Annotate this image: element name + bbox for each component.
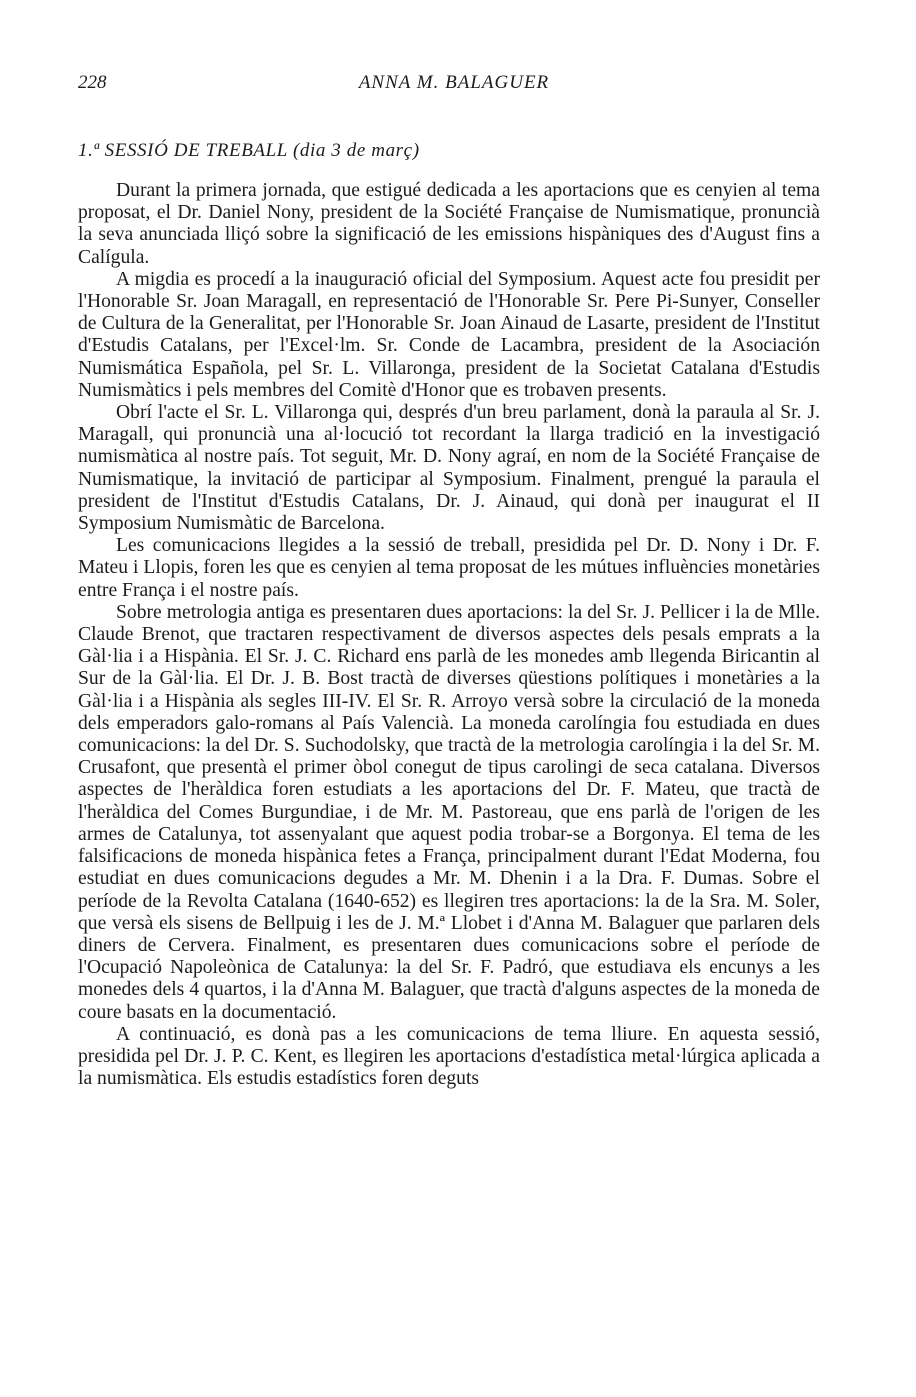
section-title: 1.ª SESSIÓ DE TREBALL (dia 3 de març) [78,140,420,161]
paragraph: A migdia es procedí a la inauguració oficial del Symposium. Aquest acte fou presidit per l'Honorable Sr. Joan Maragall, en representació de l'Honorable Sr. Pere Pi-Sunyer, Conseller de Cultura de la Generalitat, per l'Honorable Sr. Joan Ainaud de Lasarte, president de l'Institut d'Estudis Catalans, per l'Excel·lm. Sr. Conde de Lacambra, president de la Asociación Numismática Española, pel Sr. L. Villaronga, president de la Societat Catalana d'Estudis Numismàtics i pels membres del Comitè d'Honor que es trobaven presents. [78,268,820,401]
paragraph: Sobre metrologia antiga es presentaren dues aportacions: la del Sr. J. Pellicer i la de Mlle. Claude Brenot, que tractaren respectivament de diversos aspectes dels pesals emprats a la Gàl·lia i a Hispània. El Sr. J. C. Richard ens parlà de les monedes amb llegenda Biricantin al Sur de la Gàl·lia. El Dr. J. B. Bost tractà de diverses qüestions polítiques i monetàries a la Gàl·lia i a Hispània als segles III-IV. El Sr. R. Arroyo versà sobre la circulació de la moneda dels emperadors galo-romans al País Valencià. La moneda carolíngia fou estudiada en dues comunicacions: la del Dr. S. Suchodolsky, que tractà de la metrologia carolíngia i la del Sr. M. Crusafont, que presentà el primer òbol conegut de tipus carolingi de seca catalana. Diversos aspectes de l'heràldica foren estudiats a les aportacions del Dr. F. Mateu, que tractà de l'heràldica del Comes Burgundiae, i de Mr. M. Pastoreau, que ens parlà de l'origen de les armes de Catalunya, tot assenyalant que aquest podia trobar-se a Borgonya. El tema de les falsificacions de moneda hispànica fetes a França, principalment durant l'Edat Moderna, fou estudiat en dues comunicacions degudes a Mr. M. Dhenin i a la Dra. F. Dumas. Sobre el període de la Revolta Catalana (1640-652) es llegiren tres aportacions: la de la Sra. M. Soler, que versà els sisens de Bellpuig i les de J. M.ª Llobet i d'Anna M. Balaguer que parlaren dels diners de Cervera. Finalment, es presentaren dues comunicacions sobre el període de l'Ocupació Napoleònica de Catalunya: la del Sr. F. Padró, que estudiava els encunys a les monedes dels 4 quartos, i la d'Anna M. Balaguer, que tractà d'alguns aspectes de la moneda de coure basats en la documentació. [78,601,820,1023]
paragraph: Obrí l'acte el Sr. L. Villaronga qui, després d'un breu parlament, donà la paraula al Sr. J. Maragall, qui pronuncià una al·locució tot recordant la llarga tradició en la investigació numismàtica al nostre país. Tot seguit, Mr. D. Nony agraí, en nom de la Société Française de Numismatique, la invitació de participar al Symposium. Finalment, prengué la paraula el president de l'Institut d'Estudis Catalans, Dr. J. Ainaud, qui donà per inaugurat el II Symposium Numismàtic de Barcelona. [78,402,820,535]
paragraph: Les comunicacions llegides a la sessió de treball, presidida pel Dr. D. Nony i Dr. F. Mateu i Llopis, foren les que es cenyien al tema proposat de les mútues influències monetàries entre França i el nostre país. [78,535,820,601]
paragraph: Durant la primera jornada, que estigué dedicada a les aportacions que es cenyien al tema proposat, el Dr. Daniel Nony, president de la Société Française de Numismatique, pronuncià la seva anunciada lliçó sobre la significació de les emissions hispàniques des d'August fins a Calígula. [78,180,820,268]
paragraph: A continuació, es donà pas a les comunicacions de tema lliure. En aquesta sessió, presidida pel Dr. J. P. C. Kent, es llegiren les aportacions d'estadística metal·lúrgica aplicada a la numismàtica. Els estudis estadístics foren deguts [78,1023,820,1090]
page-header [78,72,830,100]
page-number: 228 [78,72,107,93]
running-head: ANNA M. BALAGUER [358,72,550,93]
body-text [78,180,820,1090]
